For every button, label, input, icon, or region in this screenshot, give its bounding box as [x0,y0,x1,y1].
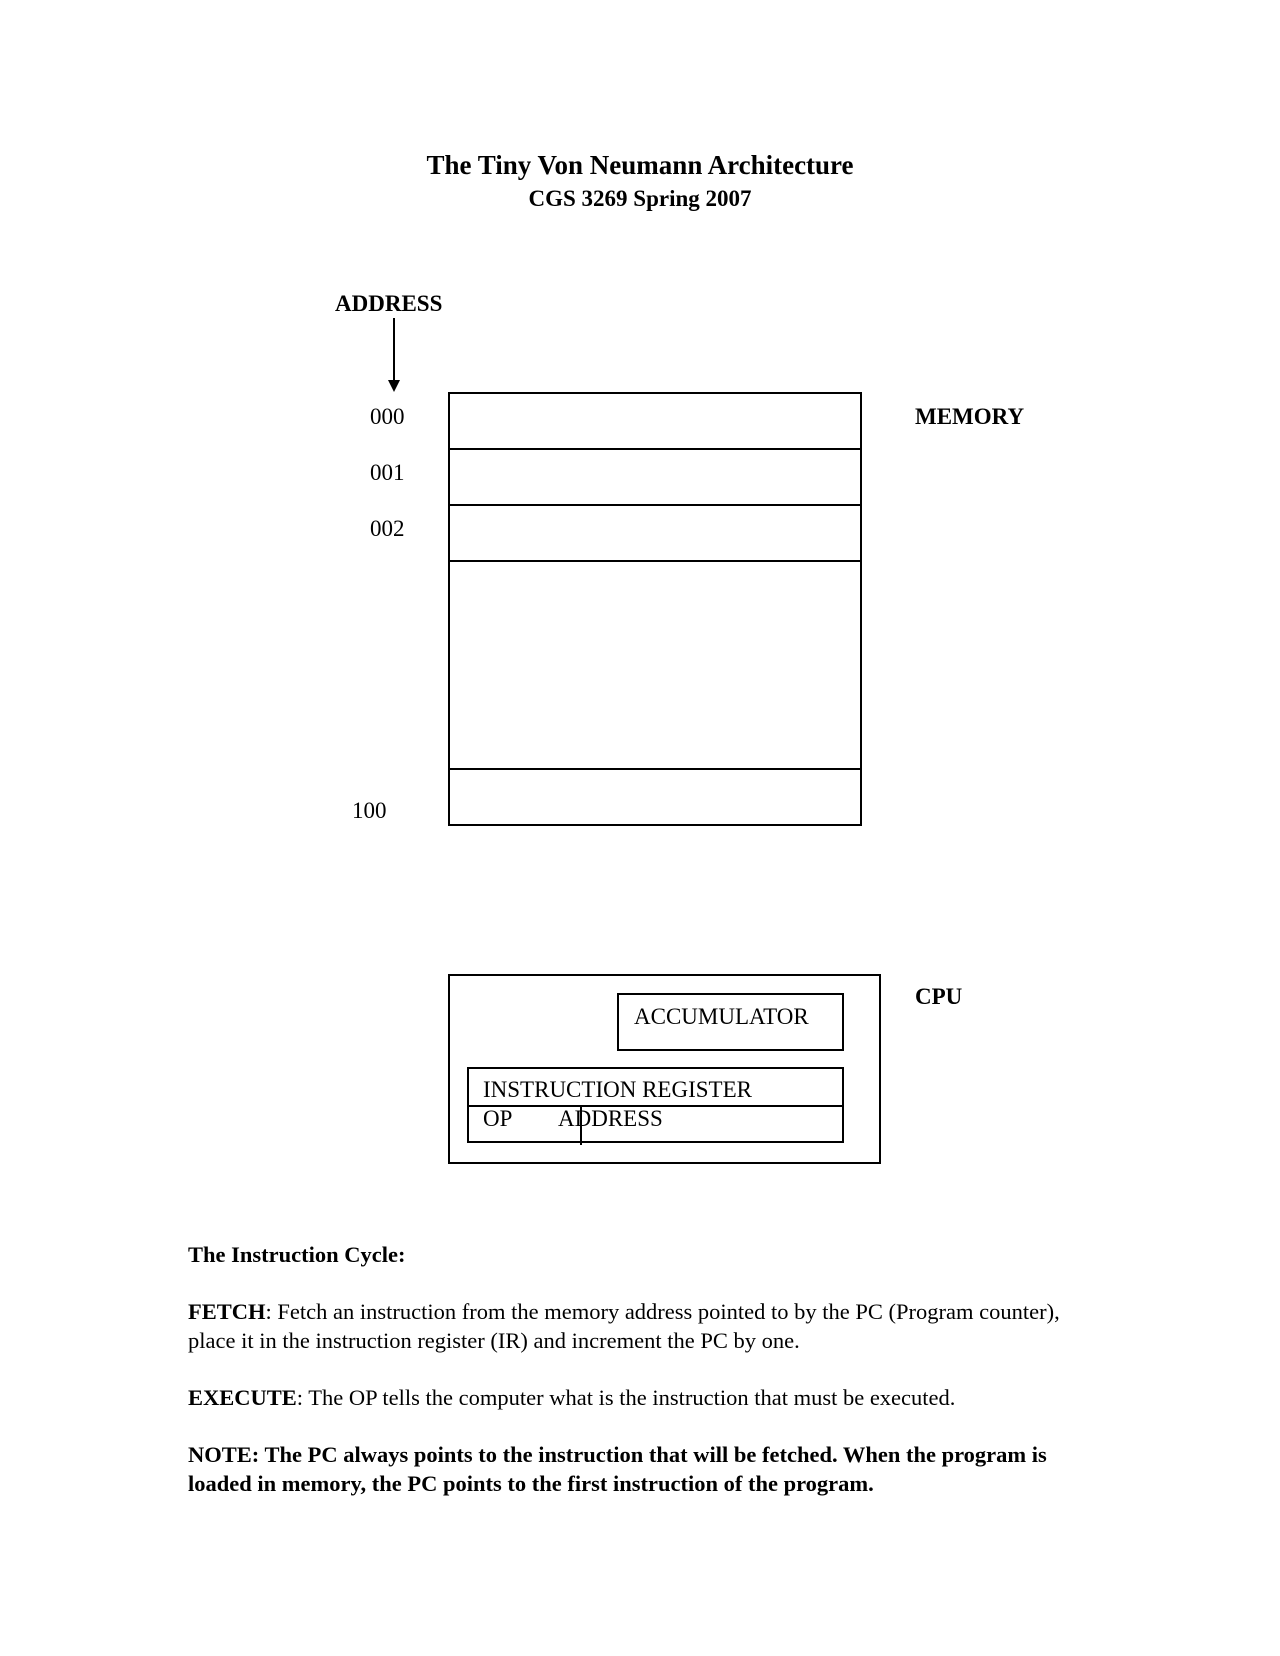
page-subtitle: CGS 3269 Spring 2007 [528,186,752,211]
memory-block [448,392,862,826]
note-paragraph: NOTE: The PC always points to the instruction that will be fetched. When the program is loaded in memory, the PC points to the first instruction of the program. [188,1442,1047,1496]
address-000: 000 [370,404,405,429]
address-field-label: ADDRESS [558,1106,663,1131]
fetch-term: FETCH [188,1299,266,1324]
execute-term: EXECUTE [188,1385,297,1410]
address-100: 100 [352,798,387,823]
instruction-cycle-heading: The Instruction Cycle: [188,1242,406,1267]
fetch-paragraph [188,1297,1088,1355]
instruction-register-label: INSTRUCTION REGISTER [483,1077,752,1102]
op-field-label: OP [483,1106,513,1131]
memory-cell-divider [448,560,862,562]
address-arrow [385,318,405,394]
memory-cell-divider [448,448,862,450]
fetch-description: : Fetch an instruction from the memory address pointed to by the PC (Program counter), place it in the instruction register (IR) and increment the PC by one. [188,1299,1060,1353]
address-001: 001 [370,460,405,485]
accumulator-label: ACCUMULATOR [634,1004,809,1029]
memory-cell-divider [448,504,862,506]
execute-paragraph [188,1383,1088,1412]
cpu-label: CPU [915,984,963,1009]
address-heading: ADDRESS [335,291,443,316]
execute-description: : The OP tells the computer what is the instruction that must be executed. [296,1385,956,1410]
page-title: The Tiny Von Neumann Architecture [426,150,854,180]
memory-label: MEMORY [915,404,1025,429]
memory-cell-divider [448,768,862,770]
address-002: 002 [370,516,405,541]
